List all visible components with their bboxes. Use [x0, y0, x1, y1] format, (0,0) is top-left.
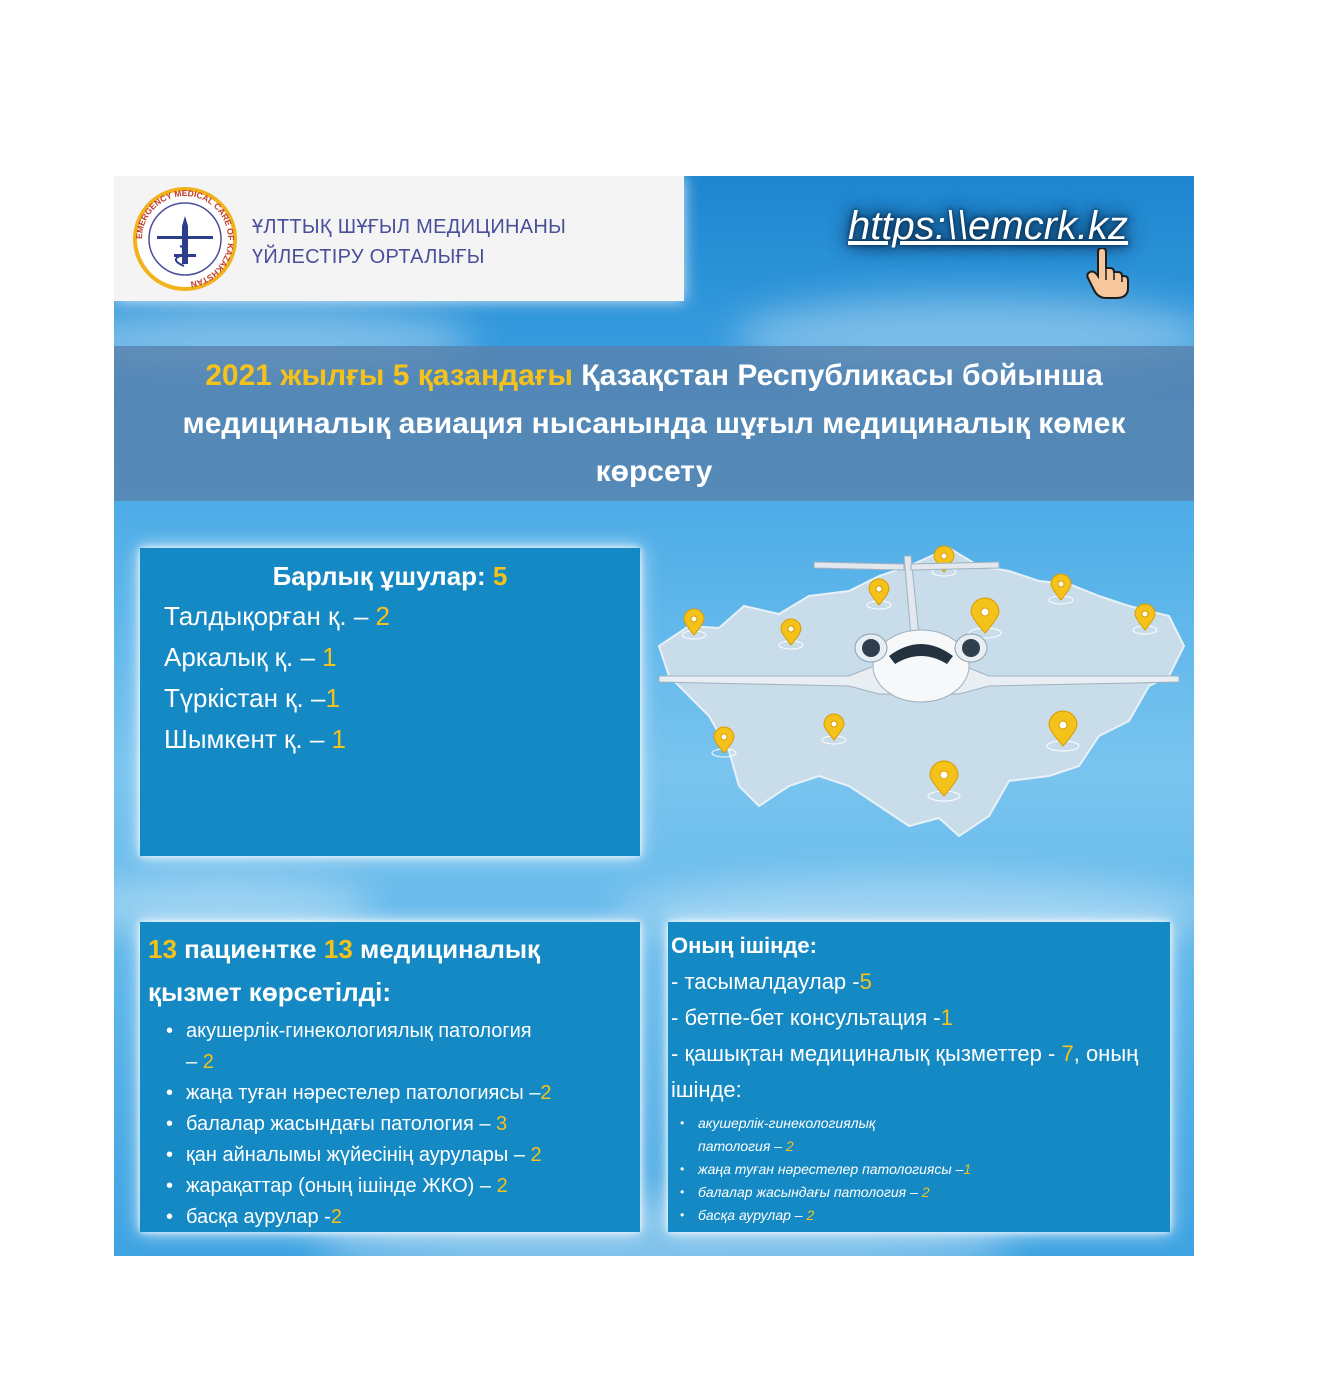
service-label: жаңа туған нәрестелер патологиясы –	[186, 1082, 541, 1104]
flight-city: Шымкент қ. –	[164, 724, 332, 754]
remote-service-value: 2	[921, 1184, 930, 1200]
list-item	[680, 1158, 1170, 1181]
remote-service-value: 1	[963, 1161, 972, 1177]
flight-count: 1	[325, 683, 340, 713]
detail-row	[668, 1000, 1170, 1036]
kazakhstan-map-illustration	[649, 536, 1189, 841]
remote-service-label: жаңа туған нәрестелер патологиясы –	[698, 1161, 964, 1177]
remote-service-label: басқа аурулар –	[698, 1207, 807, 1223]
detail-row	[668, 1036, 1170, 1108]
list-item	[680, 1112, 1170, 1158]
list-item	[680, 1181, 1170, 1204]
website-link[interactable]: https:\\emcrk.kz	[848, 204, 1129, 248]
org-name-line1: ҰЛТТЫҚ ШҰҒЫЛ МЕДИЦИНАНЫ	[252, 216, 567, 238]
detail-value: 7	[1061, 1041, 1074, 1066]
detail-panel	[668, 922, 1170, 1232]
list-item	[164, 719, 640, 760]
list-item	[164, 596, 640, 637]
services-list	[164, 1016, 640, 1233]
flights-total	[140, 561, 640, 592]
org-name-line2: ҮЙЛЕСТІРУ ОРТАЛЫҒЫ	[252, 246, 485, 268]
flights-total-value: 5	[492, 561, 508, 591]
page-title	[174, 352, 1134, 496]
list-item	[164, 637, 640, 678]
list-item	[164, 678, 640, 719]
list-item	[164, 1078, 640, 1109]
services-heading-text: пациентке	[176, 934, 324, 964]
services-heading	[140, 922, 640, 1014]
service-label: акушерлік-гинекологиялық патология –	[186, 1020, 532, 1073]
flights-total-label: Барлық ұшулар:	[272, 561, 493, 591]
detail-row	[668, 964, 1170, 1000]
service-value: 2	[202, 1051, 214, 1073]
service-value: 2	[330, 1206, 342, 1228]
service-label: жарақаттар (оның ішінде ЖКО) –	[186, 1175, 497, 1197]
services-panel	[140, 922, 640, 1232]
flight-city: Түркістан қ. –	[164, 683, 326, 713]
flights-list	[140, 596, 640, 760]
detail-label: - бетпе-бет консультация -	[671, 1005, 941, 1030]
flight-city: Аркалық қ. –	[164, 642, 323, 672]
service-value: 3	[496, 1113, 508, 1135]
detail-suffix: , оның ішінде:	[671, 1041, 1139, 1102]
flights-panel	[140, 548, 640, 856]
service-label: балалар жасындағы патология –	[186, 1113, 497, 1135]
hand-pointer-icon	[1084, 248, 1130, 300]
list-item	[164, 1140, 640, 1171]
detail-value: 5	[859, 969, 872, 994]
service-value: 2	[530, 1144, 542, 1166]
infographic-poster	[114, 176, 1194, 1256]
list-item	[680, 1204, 1170, 1227]
emblem-icon	[132, 186, 238, 292]
flight-count: 2	[375, 601, 390, 631]
patient-count: 13	[148, 934, 177, 964]
list-item	[164, 1109, 640, 1140]
service-count: 13	[323, 934, 353, 964]
title-banner	[114, 346, 1194, 501]
flight-city: Талдықорған қ. –	[164, 601, 376, 631]
detail-label: - тасымалдаулар -	[671, 969, 860, 994]
detail-heading: Оның ішінде:	[671, 933, 817, 958]
service-label: қан айналымы жүйесінің аурулары –	[186, 1144, 531, 1166]
remote-service-value: 2	[785, 1138, 794, 1154]
service-value: 2	[540, 1082, 552, 1104]
remote-service-value: 2	[806, 1207, 815, 1223]
logo-header	[114, 176, 684, 301]
detail-label: - қашықтан медициналық қызметтер -	[671, 1041, 1062, 1066]
title-date-highlight: 2021 жылғы 5 қазандағы	[205, 358, 573, 392]
remote-services-list	[680, 1112, 1170, 1227]
svg-text:EMERGENCY MEDICAL CARE OF KAZA: EMERGENCY MEDICAL CARE OF KAZAKHSTAN	[133, 187, 237, 290]
service-value: 2	[496, 1175, 508, 1197]
services-heading-text: медициналық қызмет көрсетілді:	[148, 934, 541, 1007]
flight-count: 1	[331, 724, 346, 754]
title-text: Қазақстан Республикасы бойынша медициналық авиация нысанында шұғыл медициналық көмек көрсету	[182, 358, 1126, 488]
organization-name	[252, 212, 566, 272]
list-item	[164, 1171, 640, 1202]
remote-service-label: акушерлік-гинекологиялық патология –	[698, 1115, 876, 1154]
detail-value: 1	[940, 1005, 953, 1030]
list-item	[164, 1202, 640, 1233]
flight-count: 1	[322, 642, 337, 672]
list-item	[164, 1016, 640, 1078]
remote-service-label: балалар жасындағы патология –	[698, 1184, 922, 1200]
service-label: басқа аурулар -	[186, 1206, 331, 1228]
